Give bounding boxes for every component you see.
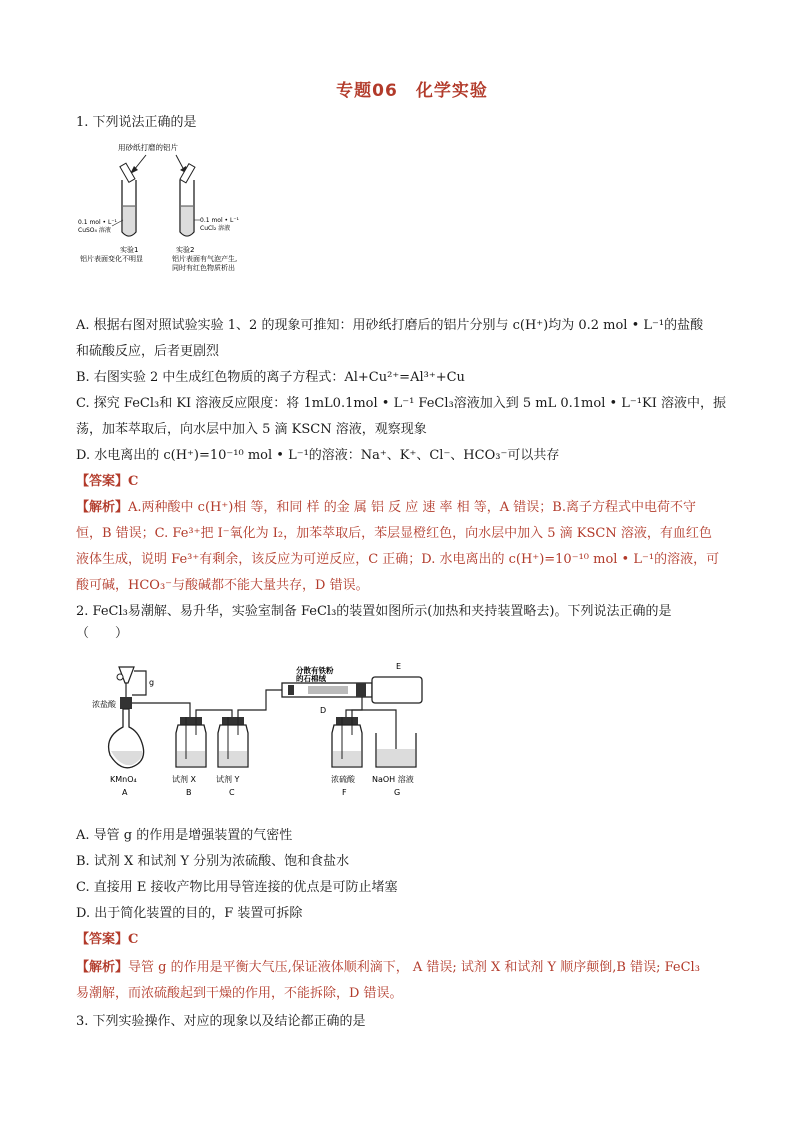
fig2-label-d: D [320, 706, 327, 715]
fig1-exp1-desc: 铝片表面变化不明显 [80, 255, 143, 263]
q2-analysis-line1 [76, 959, 726, 977]
q1-option-d: D. 水电离出的 c(H⁺)=10⁻¹⁰ mol • L⁻¹的溶液：Na⁺、K⁺、Cl⁻、HCO₃⁻可以共存 [76, 448, 560, 463]
fig1-top-label: 用砂纸打磨的铝片 [118, 143, 178, 152]
q3-stem: 3. 下列实验操作、对应的现象以及结论都正确的是 [76, 1014, 366, 1029]
fig2-label-h2so4: 浓硫酸 [331, 775, 355, 784]
fig2-label-b: B [186, 788, 192, 797]
fig2-label-g: g [149, 678, 155, 687]
fig2-label-e: E [396, 662, 402, 671]
fig1-exp2-title: 实验2 [176, 246, 195, 254]
q1-analysis-label: 【解析】 [76, 500, 129, 515]
fig2-label-naoh: NaOH 溶液 [372, 775, 414, 784]
fig2-label-conc-hcl: 浓盐酸 [92, 700, 116, 709]
q1-option-a-line2: 和硫酸反应，后者更剧烈 [76, 344, 220, 359]
q1-answer-value: C [128, 474, 139, 489]
q1-analysis-line1 [76, 499, 726, 517]
q1-analysis-text1: A.两种酸中 c(H⁺)相 等，和同 样 的金 属 铝 反 应 速 率 相 等，A 错误；B.离子方程式中电荷不守 [128, 500, 696, 515]
q1-stem: 1. 下列说法正确的是 [76, 115, 197, 130]
q2-stem-line2: （ ） [76, 626, 129, 641]
q2-answer-label: 【答案】 [76, 932, 129, 947]
fig2-label-g-cap: G [394, 788, 401, 797]
fig1-exp1-title: 实验1 [120, 246, 139, 254]
q1-option-a-line1: A. 根据右图对照试验实验 1、2 的现象可推知：用砂纸打磨后的铝片分别与 c(H⁺)均为 0.2 mol • L⁻¹的盐酸 [76, 318, 704, 333]
fig2-label-fe-1: 分散有铁粉 [296, 666, 334, 675]
q1-option-c-line2: 荡，加苯萃取后，向水层中加入 5 滴 KSCN 溶液，观察现象 [76, 422, 427, 437]
q1-figure-test-tubes [76, 140, 256, 280]
q2-stem-line1: 2. FeCl₃易潮解、易升华，实验室制备 FeCl₃的装置如图所示(加热和夹持装置略去)。下列说法正确的是 [76, 604, 672, 619]
q1-answer [76, 473, 726, 491]
q1-option-b: B. 右图实验 2 中生成红色物质的离子方程式：Al+Cu²⁺=Al³⁺+Cu [76, 370, 465, 385]
q2-option-c: C. 直接用 E 接收产物比用导管连接的优点是可防止堵塞 [76, 880, 398, 895]
q2-analysis-label: 【解析】 [76, 960, 129, 975]
fig2-label-a: A [122, 788, 128, 797]
q2-analysis-text1: 导管 g 的作用是平衡大气压,保证液体顺利滴下， A 错误; 试剂 X 和试剂 Y 顺序颠倒,B 错误; FeCl₃ [128, 960, 700, 975]
fig1-right-conc: 0.1 mol • L⁻¹ [200, 217, 239, 224]
q1-option-c-line1: C. 探究 FeCl₃和 KI 溶液反应限度：将 1mL0.1mol • L⁻¹ FeCl₃溶液加入到 5 mL 0.1mol • L⁻¹KI 溶液中，振 [76, 396, 726, 411]
q1-analysis-line2: 恒，B 错误；C. Fe³⁺把 I⁻氧化为 I₂，加苯萃取后，苯层显橙红色，向水层中加入 5 滴 KSCN 溶液，有血红色 [76, 526, 712, 541]
q2-figure-apparatus [76, 655, 446, 807]
page-title: 专题06 化学实验 [336, 81, 488, 101]
fig2-label-y: 试剂 Y [216, 775, 240, 784]
fig1-left-solution: CuSO₄ 溶液 [78, 227, 111, 234]
q2-option-a: A. 导管 g 的作用是增强装置的气密性 [76, 828, 293, 843]
q1-answer-label: 【答案】 [76, 474, 129, 489]
fig2-label-f: F [342, 788, 347, 797]
fig1-right-solution: CuCl₂ 溶液 [200, 225, 231, 232]
q2-answer [76, 931, 726, 949]
q2-option-b: B. 试剂 X 和试剂 Y 分别为浓硫酸、饱和食盐水 [76, 854, 350, 869]
fig2-label-kmno4: KMnO₄ [110, 775, 137, 784]
q2-analysis-line2: 易潮解，而浓硫酸起到干燥的作用，不能拆除，D 错误。 [76, 986, 403, 1001]
fig2-label-fe-2: 的石棉绒 [296, 674, 326, 683]
q2-option-d: D. 出于简化装置的目的，F 装置可拆除 [76, 906, 303, 921]
fig1-left-conc: 0.1 mol • L⁻¹ [78, 219, 117, 226]
fig1-exp2-desc2: 同时有红色物质析出 [172, 264, 235, 272]
fig1-exp2-desc1: 铝片表面有气泡产生, [172, 255, 238, 263]
q1-analysis-line3: 液体生成，说明 Fe³⁺有剩余，该反应为可逆反应，C 正确；D. 水电离出的 c(H⁺)=10⁻¹⁰ mol • L⁻¹的溶液，可 [76, 552, 720, 567]
q2-answer-value: C [128, 932, 139, 947]
fig2-label-x: 试剂 X [172, 775, 197, 784]
fig2-label-c: C [229, 788, 235, 797]
q1-analysis-line4: 酸可碱，HCO₃⁻与酸碱都不能大量共存，D 错误。 [76, 578, 369, 593]
